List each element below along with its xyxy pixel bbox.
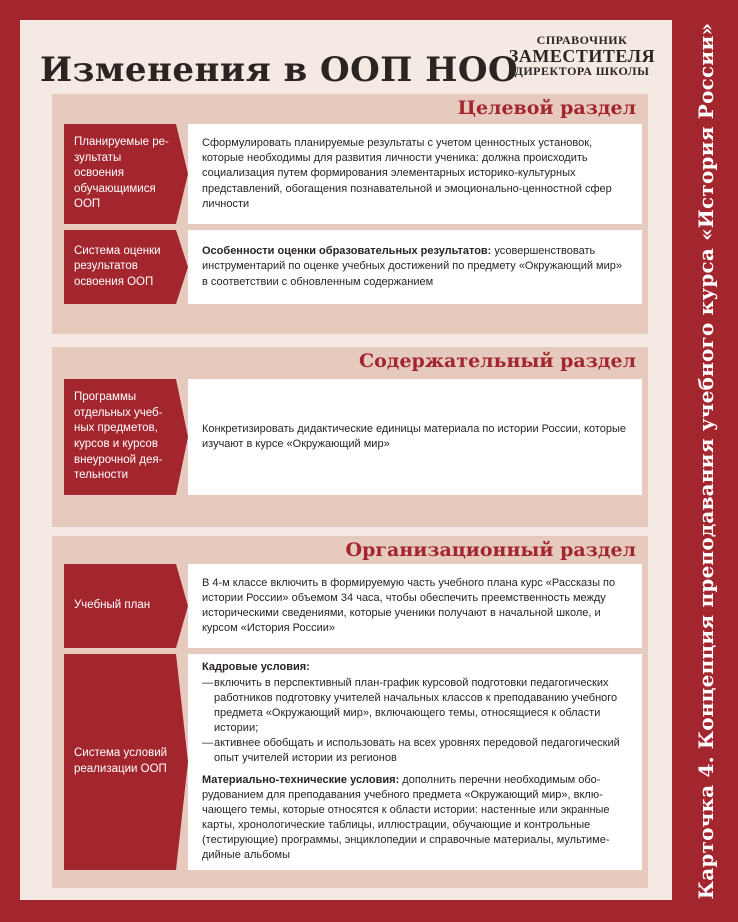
section-target — [52, 94, 648, 334]
row-subject-programs — [64, 379, 642, 495]
publication-brand — [502, 34, 662, 78]
section-organizational — [52, 536, 648, 888]
card-panel — [20, 20, 672, 900]
list-item: — активнее обобщать и использовать на всех уровнях передовой педагогический опыт учителей истории из регионов — [202, 737, 620, 765]
assessment-bold-lead: Особенности оценки образовательных результатов: — [202, 245, 492, 258]
row-label: Учебный план — [64, 564, 176, 648]
brand-line-1: СПРАВОЧНИК — [536, 33, 628, 47]
card-side-title: Карточка 4. Концепция преподавания учебного курса «История России» — [694, 22, 718, 900]
row-content: Конкретизировать дидактические единицы материала по истории России, которые изучают в курсе «Окружающий мир» — [188, 379, 642, 495]
row-planned-results — [64, 124, 642, 224]
brand-line-3: ДИРЕКТОРА ШКОЛЫ — [514, 64, 650, 79]
list-item: — включить в перспективный план-график курсовой подготовки педагогических работников подготовку учителей начальных классов к преподаванию учебного предмета «Окружающий мир», включающего темы, относящиеся к области истории; — [202, 676, 618, 735]
row-assessment-system — [64, 230, 642, 304]
section-title: Организационный раздел — [345, 539, 636, 561]
material-conditions-title: Материально-технические условия: — [202, 773, 400, 786]
section-title: Содержательный раздел — [358, 350, 636, 372]
row-content: Сформулировать планируемые результаты с учетом ценностных установок, которые необходимы для развития личности ученика: должна происходить социализация путем формирования элементарных историко-культурных представлений, обогащения познавательной и эмоционально-ценностной сфер личности — [188, 124, 642, 224]
row-curriculum — [64, 564, 642, 648]
section-title: Целевой раздел — [457, 97, 636, 119]
page-title: Изменения в ООП НОО — [40, 50, 519, 90]
label-notch — [176, 654, 188, 870]
staff-conditions-title: Кадровые условия: — [202, 661, 310, 674]
section-content — [52, 347, 648, 527]
brand-line-2: ЗАМЕСТИТЕЛЯ — [508, 45, 656, 66]
label-notch — [176, 230, 188, 304]
row-conditions-system — [64, 654, 642, 870]
row-label: Программы отдельных учебных предметов, курсов и курсов внеурочной деятельности — [64, 379, 176, 495]
row-label: Планируемые результаты освоения обучающимися ООП — [64, 124, 176, 224]
label-notch — [176, 124, 188, 224]
label-notch — [176, 564, 188, 648]
row-label: Система условий реализации ООП — [64, 654, 176, 870]
label-notch — [176, 379, 188, 495]
row-content: Кадровые условия: — включить в перспективный план-график курсовой подготовки педагогических работников подготовку учителей начальных классов к преподаванию учебного предмета «Окружающий мир», включающего темы, относящиеся к области истории; — активнее обобщать и использовать на всех уровнях передовой педагогический опыт учителей истории из регионов Материально-технические условия: дополнить перечни необходимым оборудованием для преподавания учебного предмета «Окружающий мир», включающего темы, которые относятся к области истории: настенные или экранные карты, хронологические таблицы, иллюстрации, обучающие и контрольные (тестирующие) программы, энциклопедии и справочные материалы, мультимедийные альбомы — [188, 654, 642, 870]
row-content: В 4-м классе включить в формируемую часть учебного плана курс «Рассказы по истории России» объемом 34 часа, чтобы обеспечить преемственность между историческими сведениями, которые ученики получают в начальной школе, и курсом «История России» — [188, 564, 642, 648]
row-content: Особенности оценки образовательных результатов: усовершенствовать инструментарий по оценке учебных достижений по предмету «Окружающий мир» в соответствии с обновленным содержанием — [188, 230, 642, 304]
row-label: Система оценки результатов освоения ООП — [64, 230, 176, 304]
